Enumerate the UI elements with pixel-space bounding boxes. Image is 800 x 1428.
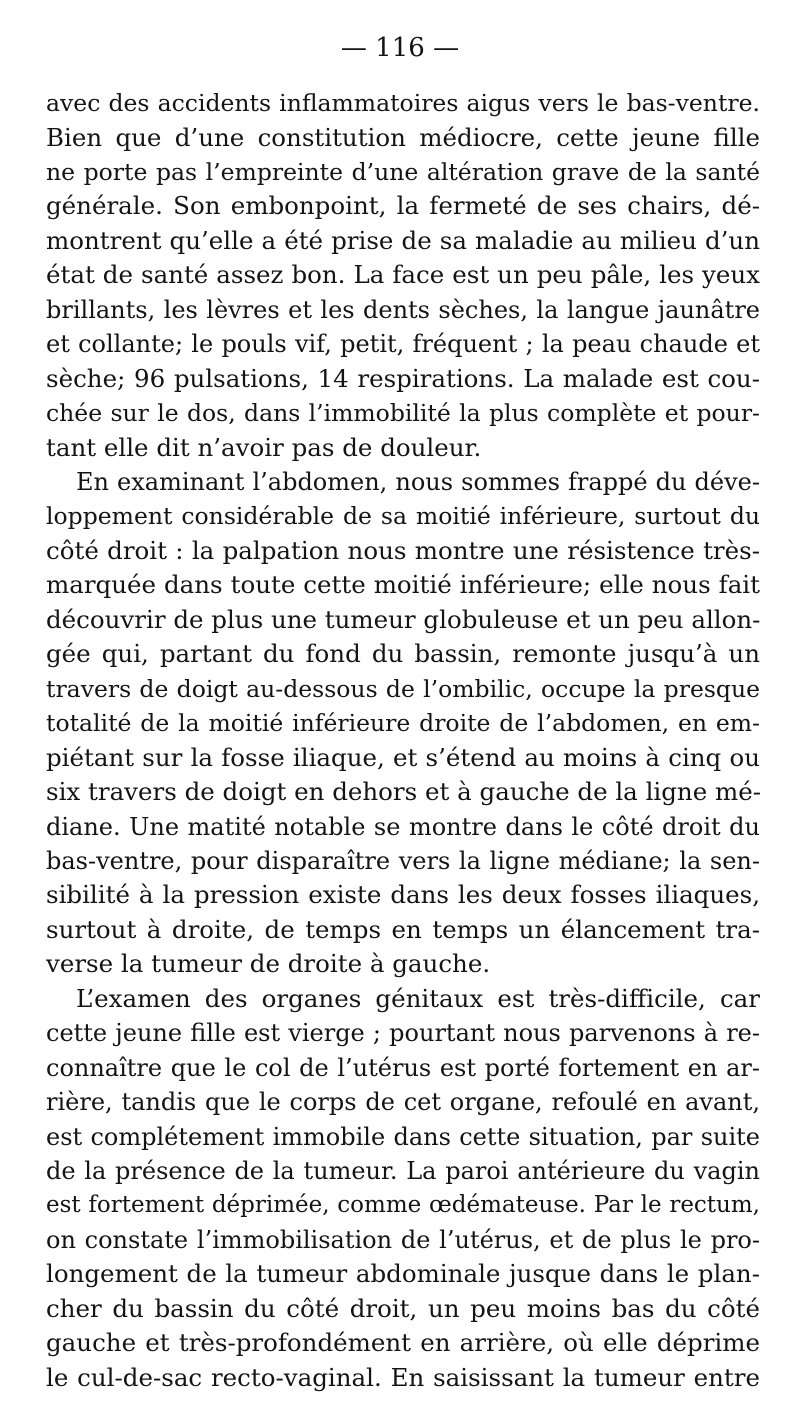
text-line: totalité de la moitié inférieure droite de l’abdomen, en em-: [46, 709, 760, 738]
text-line: chée sur le dos, dans l’immobilité la plus complète et pour-: [46, 399, 760, 428]
text-line: six travers de doigt en dehors et à gauche de la ligne mé-: [46, 777, 762, 806]
text-line: connaître que le col de l’utérus est porté fortement en ar-: [46, 1053, 760, 1082]
text-line: L’examen des organes génitaux est très-difficile, car: [76, 983, 760, 1013]
text-line: on constate l’immobilisation de l’utérus, et de plus le pro-: [46, 1225, 760, 1254]
text-line: montrent qu’elle a été prise de sa maladie au milieu d’un: [46, 225, 760, 255]
text-line: état de santé assez bon. La face est un peu pâle, les yeux: [46, 260, 760, 290]
text-line: tant elle dit n’avoir pas de douleur.: [46, 432, 482, 462]
text-line: cette jeune fille est vierge ; pourtant nous parvenons à re-: [46, 1019, 760, 1048]
text-line: gée qui, partant du fond du bassin, remonte jusqu’à un: [46, 639, 760, 669]
text-line: diane. Une matité notable se montre dans le côté droit du: [46, 812, 760, 841]
text-line: et collante; le pouls vif, petit, fréquent ; la peau chaude et: [46, 330, 760, 359]
text-line: rière, tandis que le corps de cet organe, refoulé en avant,: [46, 1088, 760, 1117]
text-line: bas-ventre, pour disparaître vers la ligne médiane; la sen-: [46, 846, 760, 875]
text-line: surtout à droite, de temps en temps un élancement tra-: [46, 914, 760, 944]
text-line: de la présence de la tumeur. La paroi antérieure du vagin: [46, 1157, 760, 1185]
text-line: Bien que d’une constitution médiocre, cette jeune fille: [46, 122, 760, 152]
text-line: brillants, les lèvres et les dents sèches, la langue jaunâtre: [46, 295, 760, 324]
text-line: marquée dans toute cette moitié inférieure; elle nous fait: [46, 570, 760, 600]
text-line: est complétement immobile dans cette situation, par suite: [46, 1122, 760, 1151]
text-line: gauche et très-profondément en arrière, où elle déprime: [46, 1328, 760, 1358]
text-line: piétant sur la fosse iliaque, et s’étend au moins à cinq ou: [46, 742, 760, 772]
text-line: côté droit : la palpation nous montre une résistence très-: [46, 535, 760, 565]
text-line: est fortement déprimée, comme œdémateuse. Par le rectum,: [46, 1192, 760, 1219]
text-line: le cul-de-sac recto-vaginal. En saisissant la tumeur entre: [46, 1362, 760, 1392]
text-line: sibilité à la pression existe dans les deux fosses iliaques,: [46, 880, 760, 910]
text-line: En examinant l’abdomen, nous sommes frappé du déve-: [76, 468, 760, 496]
text-line: découvrir de plus une tumeur globuleuse et un peu allon-: [46, 604, 761, 634]
text-line: travers de doigt au-dessous de l’ombilic, occupe la presque: [46, 674, 760, 703]
page-number: — 116 —: [340, 33, 460, 63]
text-line: générale. Son embonpoint, la fermeté de ses chairs, dé-: [46, 191, 760, 221]
text-line: longement de la tumeur abdominale jusque dans le plan-: [46, 1259, 760, 1289]
text-line: sèche; 96 pulsations, 14 respirations. La malade est cou-: [46, 363, 760, 393]
text-line: avec des accidents inflammatoires aigus vers le bas-ventre.: [46, 89, 760, 117]
text-line: loppement considérable de sa moitié inférieure, surtout du: [46, 502, 760, 531]
text-line: ne porte pas l’empreinte d’une altération grave de la santé: [46, 157, 760, 186]
text-line: verse la tumeur de droite à gauche.: [46, 949, 491, 979]
text-line: cher du bassin du côté droit, un peu moins bas du côté: [46, 1293, 760, 1323]
